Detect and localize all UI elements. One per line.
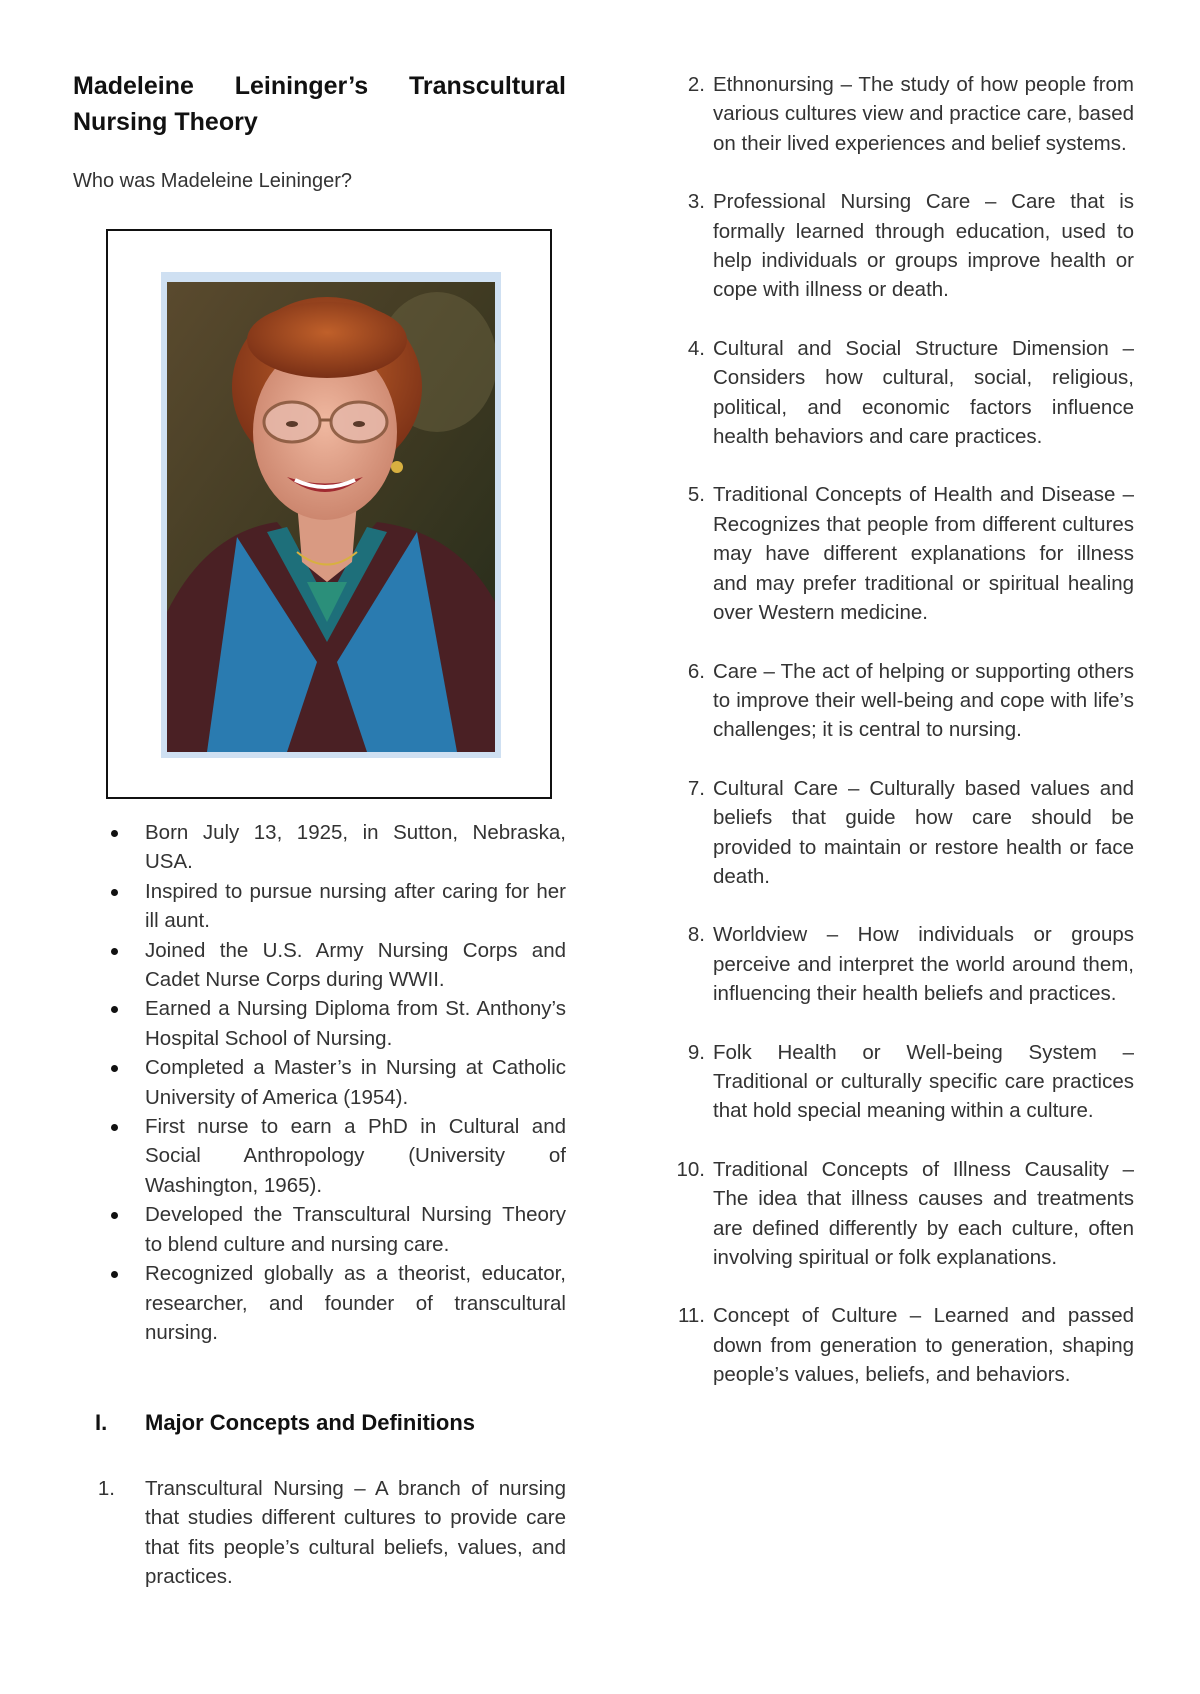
concepts-list-left [73,1474,566,1592]
bio-item: Joined the U.S. Army Nursing Corps and Cadet Nurse Corps during WWII. [73,936,566,995]
portrait-photo [167,282,495,752]
portrait-mat [161,272,501,758]
section-number: I. [95,1410,108,1435]
concept-item: 11. Concept of Culture – Learned and passed down from generation to generation, shaping people’s values, beliefs, and behaviors. [678,1304,1134,1387]
bio-item: Developed the Transcultural Nursing Theory to blend culture and nursing care. [73,1200,566,1259]
concept-item: 6. Care – The act of helping or supporting others to improve their well-being and cope with life’s challenges; it is central to nursing. [687,659,1134,742]
concept-item: 10. Traditional Concepts of Illness Causality – The idea that illness causes and treatments are defined differently by each culture, often involving spiritual or folk explanations. [676,1157,1134,1269]
concept-item: 1. Transcultural Nursing – A branch of nursing that studies different cultures to provide care that fits people’s cultural beliefs, values, and practices. [97,1477,566,1589]
biography-list [73,818,566,1347]
bio-item: Completed a Master’s in Nursing at Catholic University of America (1954). [73,1053,566,1112]
concept-item: 4. Cultural and Social Structure Dimension – Considers how cultural, social, religious, political, and economic factors influence health behaviors and care practices. [687,336,1134,449]
concept-item: 3. Professional Nursing Care – Care that is formally learned through education, used to help individuals or groups improve health or cope with illness or death. [687,190,1134,302]
page-title: Madeleine Leininger’s Transcultural Nursing Theory [73,72,566,136]
bio-item: Inspired to pursue nursing after caring for her ill aunt. [73,877,566,936]
bio-item: Recognized globally as a theorist, educator, researcher, and founder of transcultural nursing. [73,1259,566,1347]
subtitle: Who was Madeleine Leininger? [73,170,353,192]
bio-item: Born July 13, 1925, in Sutton, Nebraska, USA. [73,818,566,877]
concept-item: 9. Folk Health or Well-being System – Traditional or culturally specific care practices that hold special meaning within a culture. [687,1040,1134,1123]
section-title: Major Concepts and Definitions [145,1410,476,1435]
concept-item: 5. Traditional Concepts of Health and Disease – Recognizes that people from different cultures may have different explanations for illness and may prefer traditional or spiritual healing over Western medicine. [687,483,1134,625]
bio-item: Earned a Nursing Diploma from St. Anthony’s Hospital School of Nursing. [73,994,566,1053]
concept-item: 2. Ethnonursing – The study of how people from various cultures view and practice care, based on their lived experiences and belief systems. [687,73,1134,155]
portrait-frame [106,229,552,799]
concepts-list-right [675,70,1134,1419]
concept-item: 8. Worldview – How individuals or groups perceive and interpret the world around them, influencing their health beliefs and practices. [687,923,1134,1006]
bio-item: First nurse to earn a PhD in Cultural and Social Anthropology (University of Washington, 1965). [73,1112,566,1200]
concept-item: 7. Cultural Care – Culturally based values and beliefs that guide how care should be provided to maintain or restore health or face death. [687,776,1134,888]
